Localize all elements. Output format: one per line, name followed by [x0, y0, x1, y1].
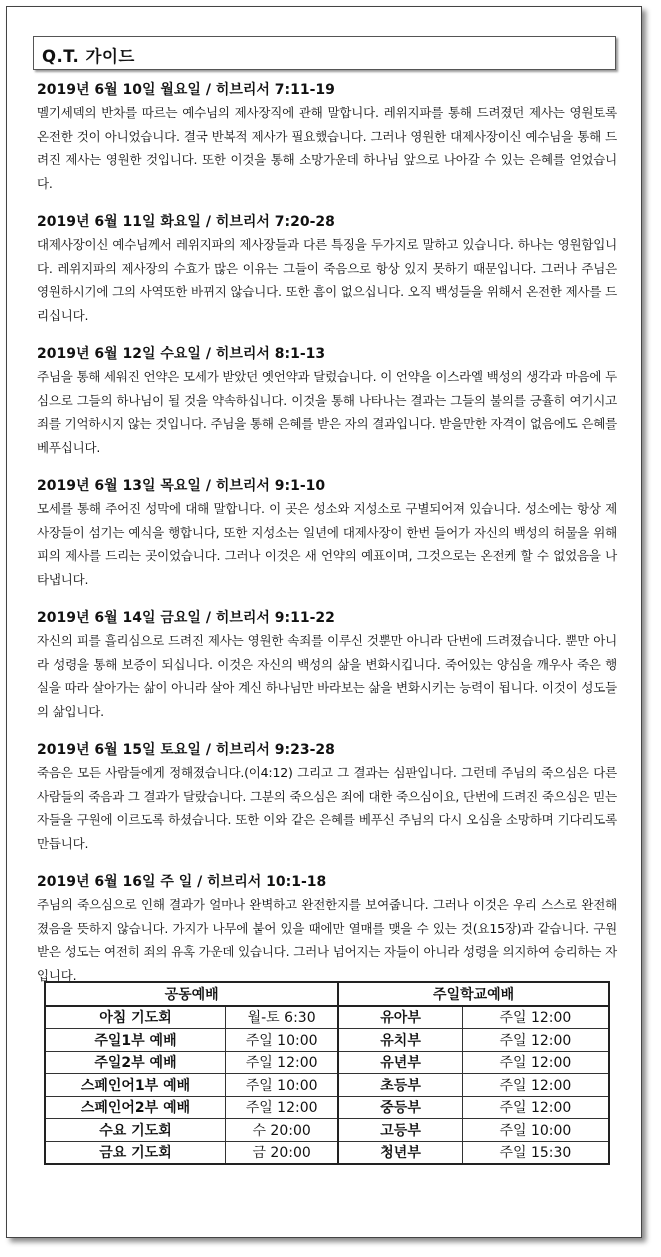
- entry-heading: 2019년 6월 13일 목요일 / 히브리서 9:1-10: [37, 478, 326, 494]
- department-name: 유치부: [338, 1029, 462, 1052]
- header-box: [33, 36, 616, 70]
- service-name: 아침 기도회: [45, 1006, 225, 1029]
- department-time: 주일 15:30: [462, 1141, 609, 1164]
- department-time: 주일 12:00: [462, 1006, 609, 1029]
- page-title: Q.T. 가이드: [42, 47, 135, 66]
- entry-heading: 2019년 6월 11일 화요일 / 히브리서 7:20-28: [37, 214, 335, 230]
- entry-heading: 2019년 6월 15일 토요일 / 히브리서 9:23-28: [37, 742, 335, 758]
- entry-heading: 2019년 6월 16일 주 일 / 히브리서 10:1-18: [37, 874, 327, 890]
- table-row: [45, 1006, 609, 1029]
- entry-body: 주님의 죽으심으로 인해 결과가 얼마나 완벽하고 완전한지를 보여줍니다. 그러나 이것은 우리 스스로 완전해졌음을 뜻하지 않습니다. 가지가 나무에 붙어 있을 때에만 열매를 맺을 수 있는 것(요15장)과 같습니다. 구원받은 성도는 여전히 죄의 유혹 가운데 있습니다. 그러나 넘어지는 자들이 아니라 성령을 의지하여 승리하는 자입니다.: [37, 897, 617, 983]
- table-row: [45, 1074, 609, 1097]
- service-name: 스페인어2부 예배: [45, 1096, 225, 1119]
- table-row: [45, 1141, 609, 1164]
- table-row: [45, 1051, 609, 1074]
- sunday-school-header: 주일학교예배: [338, 982, 609, 1006]
- service-time: 주일 10:00: [225, 1074, 338, 1097]
- entry-heading: 2019년 6월 12일 수요일 / 히브리서 8:1-13: [37, 346, 326, 362]
- service-name: 수요 기도회: [45, 1119, 225, 1142]
- entry-body: 대제사장이신 예수님께서 레위지파의 제사장들과 다른 특징을 두가지로 말하고 있습니다. 하나는 영원함입니다. 레위지파의 제사장의 수효가 많은 이유는 그들이 죽음으로 항상 있지 못하기 때문입니다. 그러나 주님은 영원하시기에 그의 사역또한 바뀌지 않습니다. 또한 흠이 없으십니다. 오직 백성들을 위해서 온전한 제사를 드리십니다.: [37, 237, 617, 323]
- qt-entry: [37, 475, 617, 591]
- entry-body: 죽음은 모든 사람들에게 정해졌습니다.(이4:12) 그리고 그 결과는 심판입니다. 그런데 주님의 죽으심은 다른 사람들의 죽음과 그 결과가 달랐습니다. 그분의 죽으심은 죄에 대한 죽으심이요, 단번에 드려진 죽으심은 믿는 자들을 구원에 이르도록 하셨습니다. 또한 이와 같은 은혜를 베푸신 주님의 다시 오심을 소망하며 기다리도록 만듭니다.: [37, 765, 617, 851]
- schedule-header-row: [45, 982, 609, 1006]
- department-time: 주일 12:00: [462, 1074, 609, 1097]
- table-row: [45, 1096, 609, 1119]
- service-time: 금 20:00: [225, 1141, 338, 1164]
- service-name: 스페인어1부 예배: [45, 1074, 225, 1097]
- qt-entry: [37, 871, 617, 987]
- table-row: [45, 1119, 609, 1142]
- entry-heading: 2019년 6월 14일 금요일 / 히브리서 9:11-22: [37, 610, 335, 626]
- table-row: [45, 1029, 609, 1052]
- qt-entry: [37, 79, 617, 195]
- department-time: 주일 12:00: [462, 1029, 609, 1052]
- qt-entry: [37, 211, 617, 327]
- service-time: 월-토 6:30: [225, 1006, 338, 1029]
- service-time: 주일 12:00: [225, 1051, 338, 1074]
- bulletin-page: [6, 6, 642, 1238]
- entry-heading: 2019년 6월 10일 월요일 / 히브리서 7:11-19: [37, 82, 335, 98]
- qt-entry: [37, 343, 617, 459]
- qt-entries: [37, 79, 617, 1003]
- entry-body: 주님을 통해 세워진 언약은 모세가 받았던 옛언약과 달렀습니다. 이 언약을 이스라엘 백성의 생각과 마음에 두심으로 그들의 하나님이 될 것을 약속하십니다. 이것을 통해 나타나는 결과는 그들의 불의를 긍휼히 여기시고 죄를 기억하시지 않는 것입니다. 주님을 통해 은혜를 받은 자의 결과입니다. 받을만한 자격이 없음에도 은혜를 베푸십니다.: [37, 369, 617, 455]
- entry-body: 자신의 피를 흘리심으로 드려진 제사는 영원한 속죄를 이루신 것뿐만 아니라 단번에 드려졌습니다. 뿐만 아니라 성령을 통해 보증이 되십니다. 이것은 자신의 백성의 삶을 변화시킵니다. 죽어있는 양심을 깨우사 죽은 행실을 따라 살아가는 삶이 아니라 살아 계신 하나님만 바라보는 삶을 변화시키는 능력이 됩니다. 이것이 성도들의 삶입니다.: [37, 633, 617, 719]
- department-name: 초등부: [338, 1074, 462, 1097]
- entry-body: 멜기세덱의 반차를 따르는 예수님의 제사장직에 관해 말합니다. 레위지파를 통해 드려졌던 제사는 영원토록 온전한 것이 아니었습니다. 결국 반복적 제사가 필요했습니다. 그러나 영원한 대제사장이신 예수님을 통해 드려진 제사는 영원한 것입니다. 또한 이것을 통해 소망가운데 하나님 앞으로 나아갈 수 있는 은혜를 얻었습니다.: [37, 105, 617, 191]
- service-time: 수 20:00: [225, 1119, 338, 1142]
- worship-schedule-table: [44, 981, 610, 1165]
- entry-body: 모세를 통해 주어진 성막에 대해 말합니다. 이 곳은 성소와 지성소로 구별되어져 있습니다. 성소에는 항상 제사장들이 섬기는 예식을 행합니다, 또한 지성소는 일년에 대제사장이 한번 들어가 자신의 백성의 허물을 위해 피의 제사를 드리는 곳이었습니다. 그러나 이것은 새 언약의 예표이며, 그것으로는 온전케 할 수 없었음을 나타냅니다.: [37, 501, 617, 587]
- department-name: 중등부: [338, 1096, 462, 1119]
- department-time: 주일 12:00: [462, 1051, 609, 1074]
- department-time: 주일 10:00: [462, 1119, 609, 1142]
- department-name: 유아부: [338, 1006, 462, 1029]
- service-time: 주일 10:00: [225, 1029, 338, 1052]
- department-name: 고등부: [338, 1119, 462, 1142]
- department-time: 주일 12:00: [462, 1096, 609, 1119]
- qt-entry: [37, 739, 617, 855]
- department-name: 유년부: [338, 1051, 462, 1074]
- service-name: 금요 기도회: [45, 1141, 225, 1164]
- department-name: 청년부: [338, 1141, 462, 1164]
- service-name: 주일1부 예배: [45, 1029, 225, 1052]
- service-time: 주일 12:00: [225, 1096, 338, 1119]
- service-name: 주일2부 예배: [45, 1051, 225, 1074]
- qt-entry: [37, 607, 617, 723]
- congregational-worship-header: 공동예배: [45, 982, 338, 1006]
